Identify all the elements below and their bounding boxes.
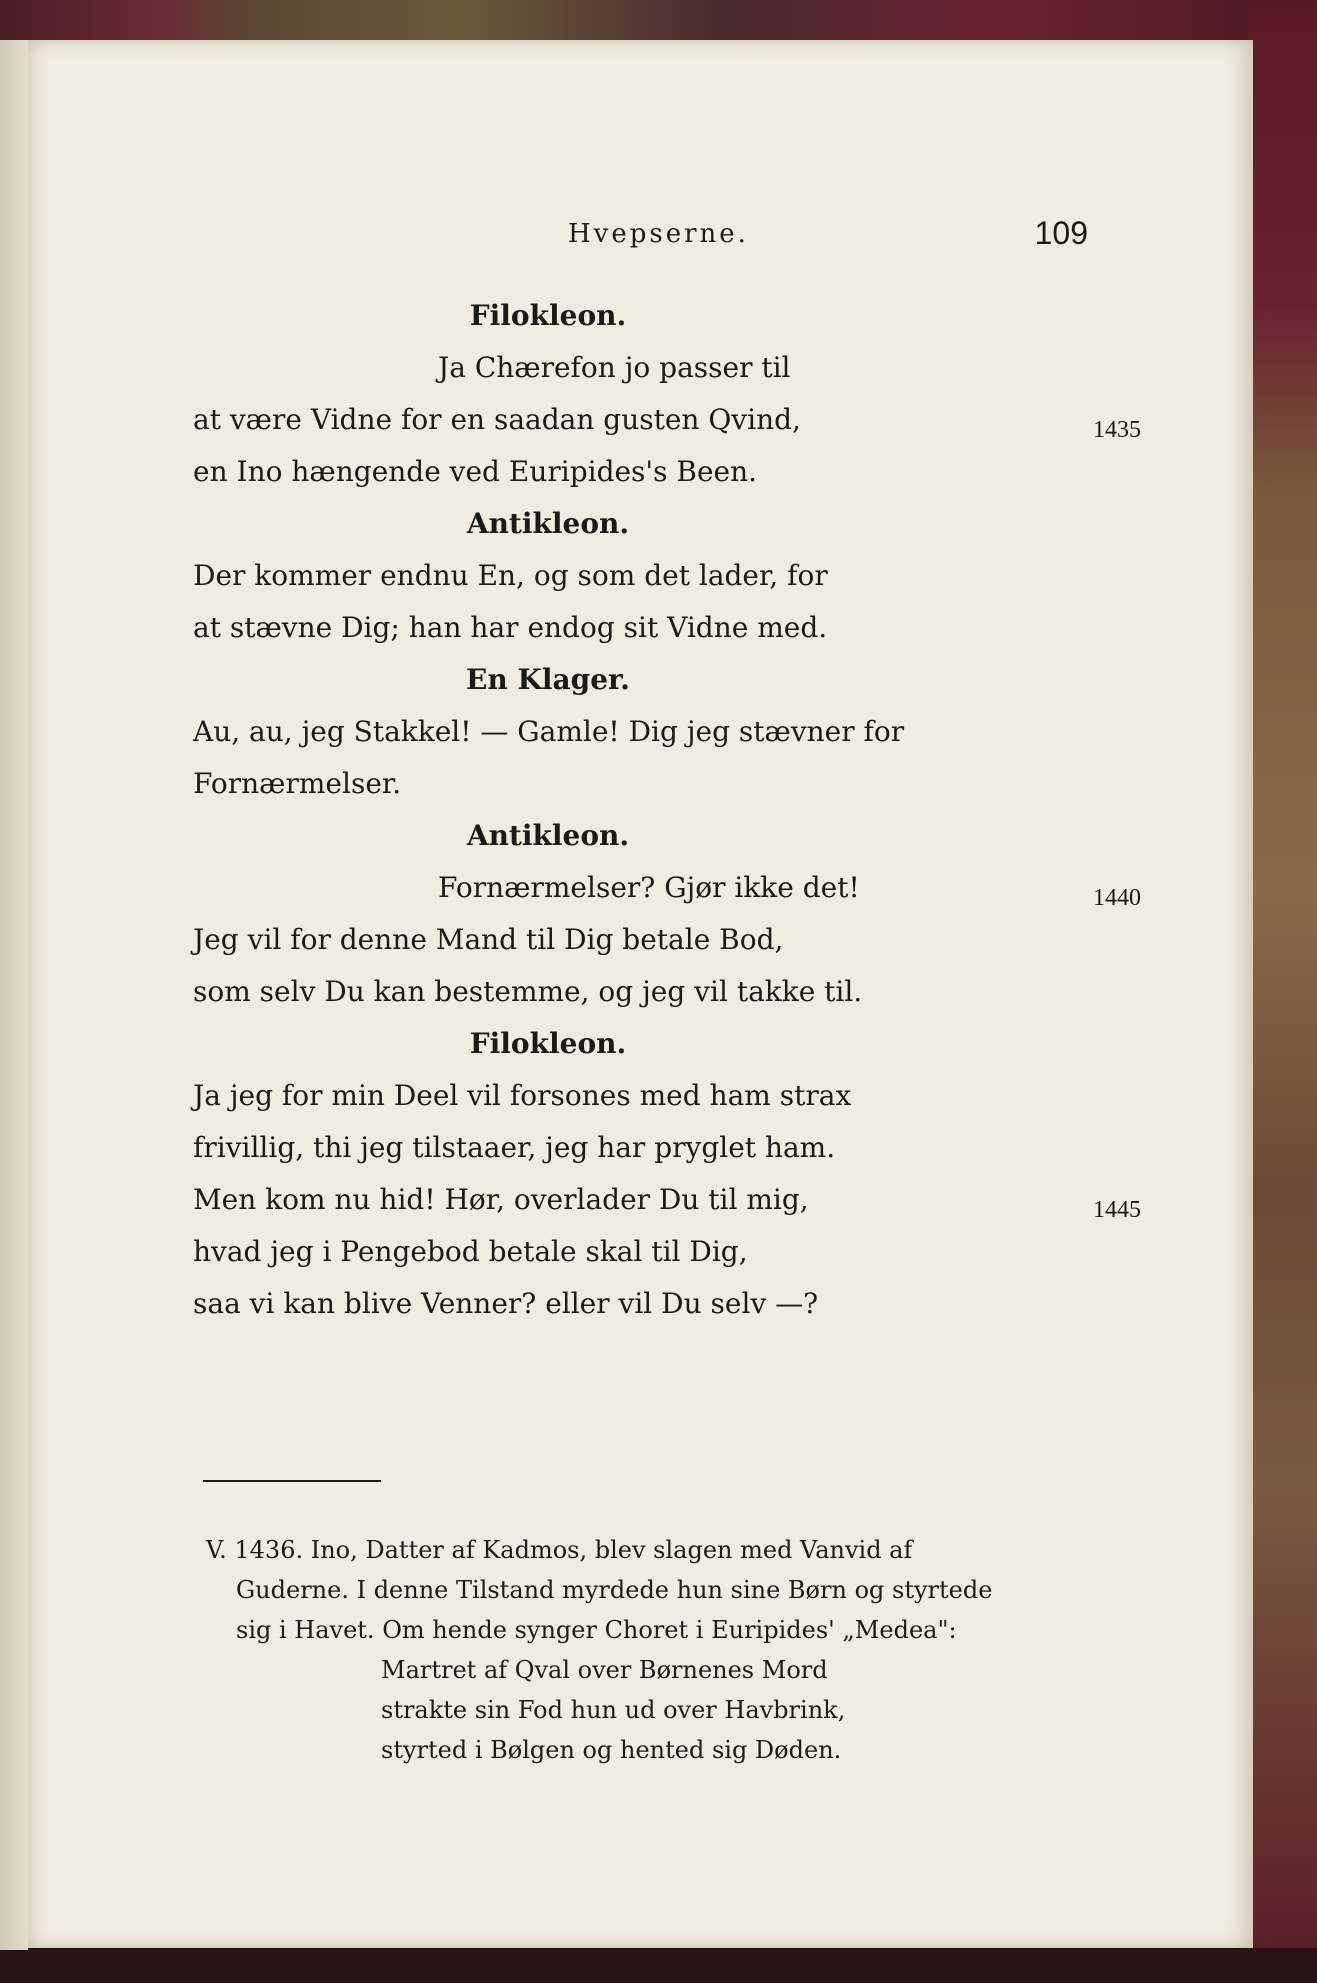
verse-text: Der kommer endnu En, og som det lader, for [193, 559, 828, 592]
verse-text: Fornærmelser? Gjør ikke det! [438, 871, 860, 904]
running-head: Hvepserne. [568, 219, 749, 249]
speaker-name: Filokleon. [469, 299, 627, 332]
book-cover-top-edge [0, 0, 1317, 40]
verse-text: en Ino hængende ved Euripides's Been. [193, 455, 758, 488]
book-page [28, 40, 1253, 1948]
verse-line [193, 394, 1141, 446]
verse-line [193, 1070, 1073, 1122]
verse-line [193, 862, 1141, 914]
verse-text: Ja jeg for min Deel vil forsones med ham strax [193, 1079, 852, 1112]
footnote-quote-line: Martret af Qval over Børnenes Mord [381, 1656, 828, 1684]
verse-line [193, 446, 1073, 498]
footnote-quote-line: strakte sin Fod hun ud over Havbrink, [381, 1696, 846, 1724]
verse-line [193, 342, 1073, 394]
verse-text: Jeg vil for denne Mand til Dig betale Bod, [193, 923, 784, 956]
line-number: 1445 [1093, 1197, 1141, 1223]
verse-text: Ja Chærefon jo passer til [438, 351, 791, 384]
verse-text: Men kom nu hid! Hør, overlader Du til mig, [193, 1183, 809, 1216]
verse-text: som selv Du kan bestemme, og jeg vil takke til. [193, 975, 863, 1008]
page-number: 109 [1034, 215, 1088, 251]
verse-line [193, 1278, 1073, 1330]
verse-line [193, 1174, 1141, 1226]
footnote-line: sig i Havet. Om hende synger Choret i Euripides' „Medea": [236, 1616, 957, 1644]
line-number: 1440 [1093, 885, 1141, 911]
verse-line [193, 550, 1073, 602]
verse-text: Au, au, jeg Stakkel! — Gamle! Dig jeg stævner for [193, 715, 905, 748]
verse-line [193, 758, 1073, 810]
verse-line [193, 914, 1073, 966]
verse-line [193, 1226, 1073, 1278]
footnote-line: Guderne. I denne Tilstand myrdede hun sine Børn og styrtede [236, 1576, 993, 1604]
verse-line [193, 966, 1073, 1018]
play-text [193, 290, 1141, 1330]
verse-text: Fornærmelser. [193, 767, 402, 800]
verse-text: frivillig, thi jeg tilstaaer, jeg har pryglet ham. [193, 1131, 836, 1164]
footnote [206, 1530, 1106, 1770]
book-cover-bottom-edge [0, 1948, 1317, 1983]
verse-text: at være Vidne for en saadan gusten Qvind, [193, 403, 801, 436]
page-header [568, 215, 1088, 255]
footnote-line: V. 1436. Ino, Datter af Kadmos, blev slagen med Vanvid af [206, 1536, 913, 1564]
verse-line [193, 1122, 1073, 1174]
verse-text: saa vi kan blive Venner? eller vil Du selv —? [193, 1287, 819, 1320]
speaker-name: Filokleon. [469, 1027, 627, 1060]
speaker-name: En Klager. [466, 663, 630, 696]
speaker-name: Antikleon. [466, 819, 630, 852]
line-number: 1435 [1093, 417, 1141, 443]
verse-text: at stævne Dig; han har endog sit Vidne med. [193, 611, 828, 644]
verse-line [193, 602, 1073, 654]
book-cover-right-edge [1247, 0, 1317, 1983]
verse-text: hvad jeg i Pengebod betale skal til Dig, [193, 1235, 748, 1268]
verse-line [193, 706, 1073, 758]
footnote-quote-line: styrted i Bølgen og hented sig Døden. [381, 1736, 842, 1764]
speaker-name: Antikleon. [466, 507, 630, 540]
footnote-rule [203, 1480, 381, 1482]
